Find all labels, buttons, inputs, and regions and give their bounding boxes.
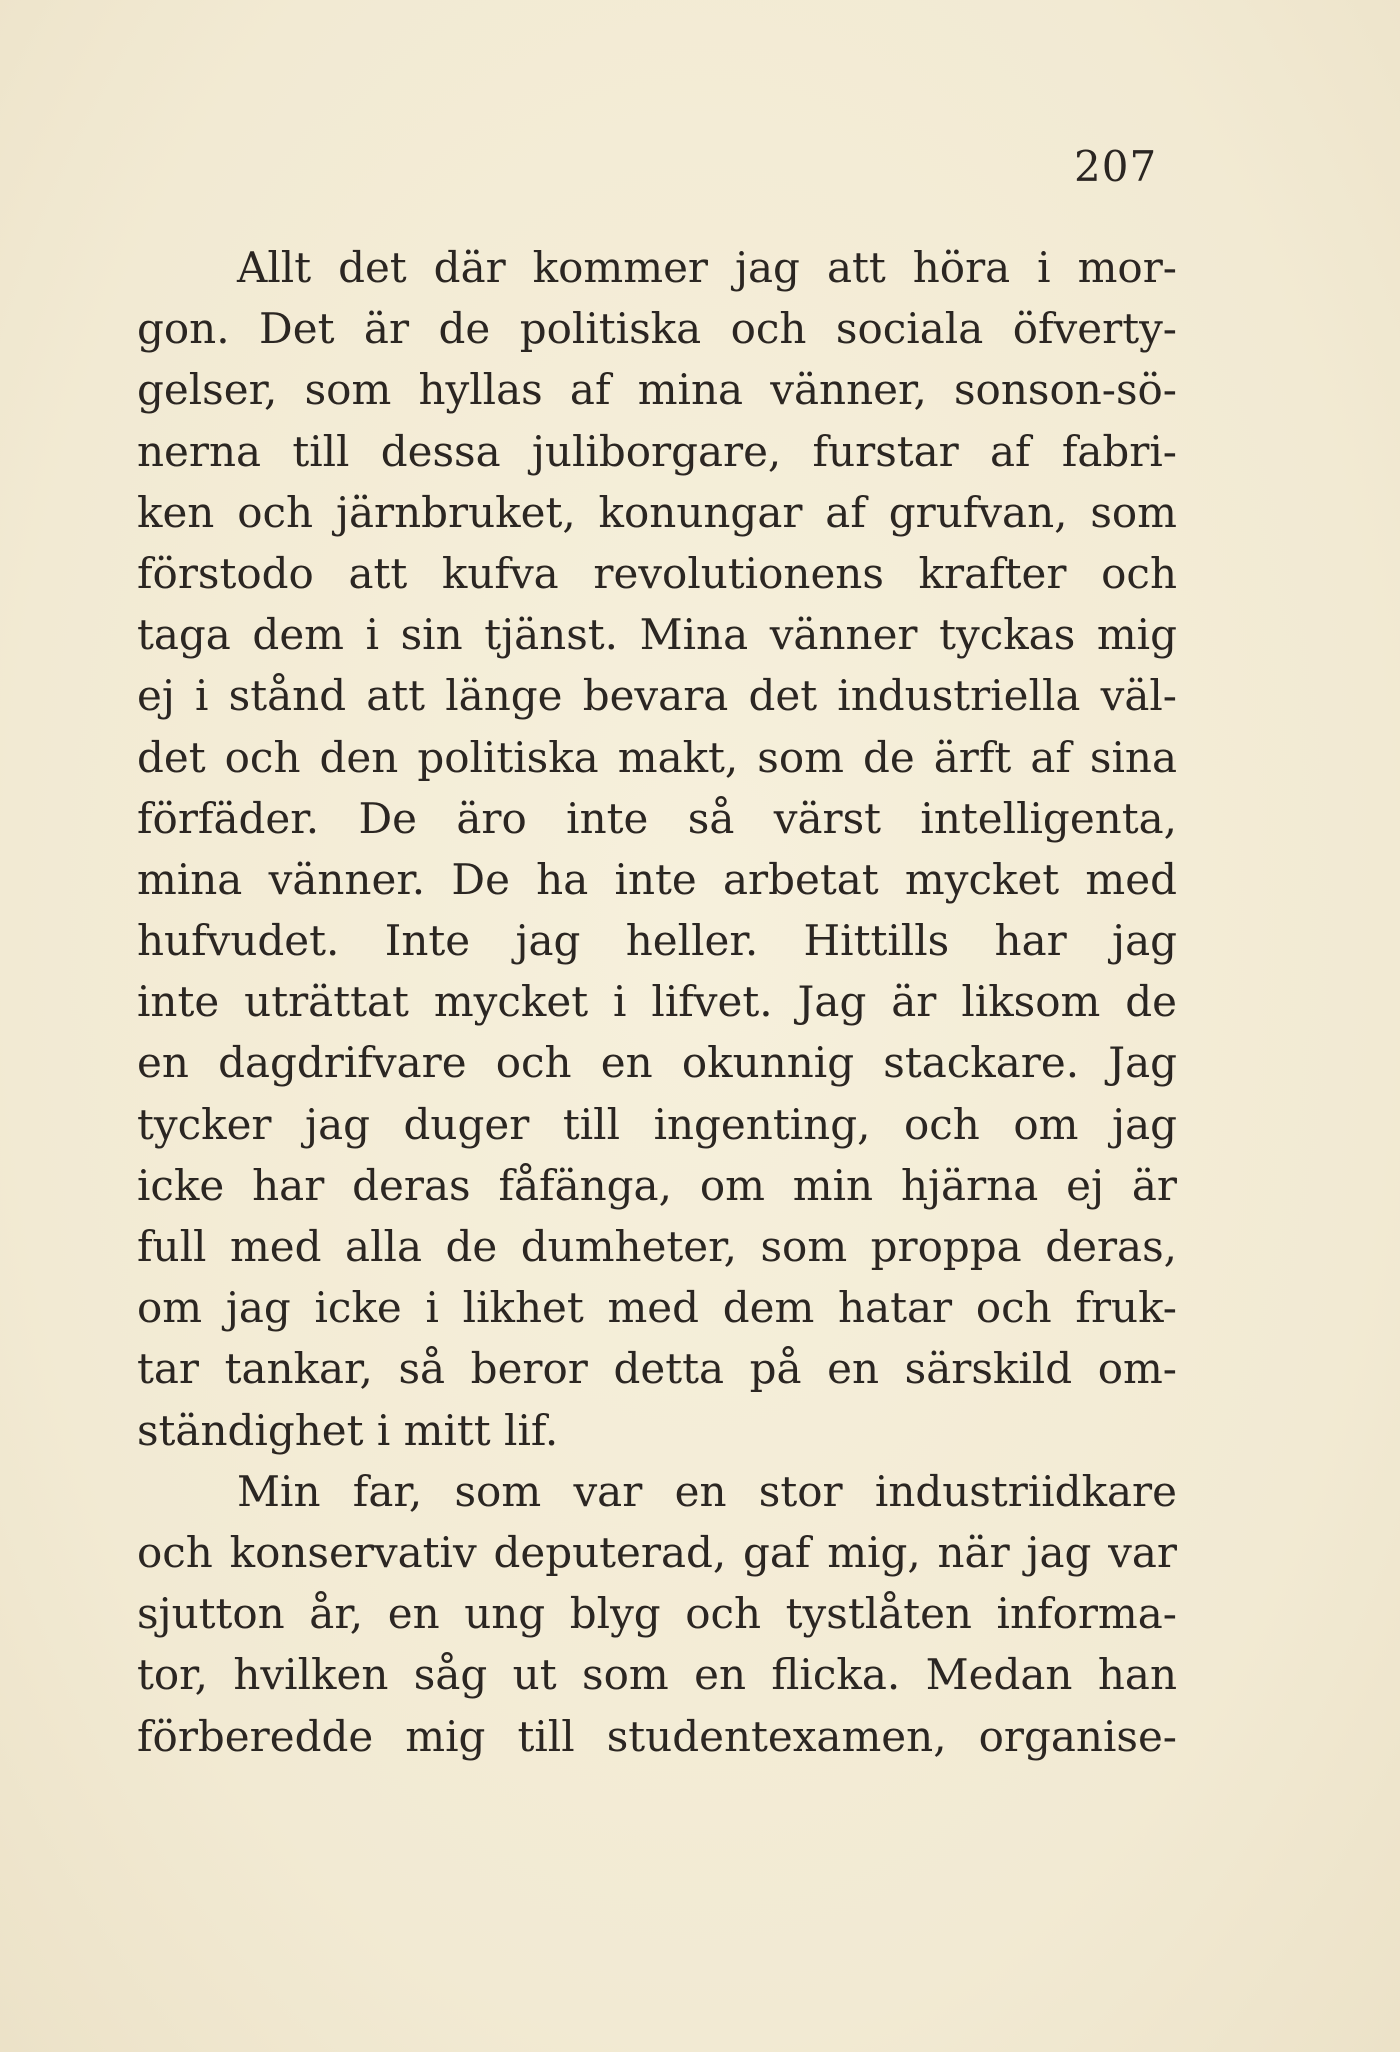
text-line: gelser, som hyllas af mina vänner, sonson-sö- <box>137 365 1177 415</box>
text-line: icke har deras fåfänga, om min hjärna ej är <box>137 1160 1177 1210</box>
text-line: och konservativ deputerad, gaf mig, när jag var <box>137 1527 1177 1577</box>
text-line: Min far, som var en stor industriidkare <box>237 1466 1177 1516</box>
text-line: ständighet i mitt lif. <box>137 1405 559 1455</box>
text-line: ken och järnbruket, konungar af grufvan, som <box>137 487 1177 537</box>
body-text <box>137 237 1177 1767</box>
text-line: inte uträttat mycket i lifvet. Jag är liksom de <box>137 977 1177 1027</box>
text-line: det och den politiska makt, som de ärft af sina <box>137 732 1177 782</box>
text-line: tycker jag duger till ingenting, och om jag <box>137 1099 1177 1149</box>
text-line: Allt det där kommer jag att höra i mor- <box>237 243 1177 292</box>
text-line: tor, hvilken såg ut som en flicka. Medan han <box>137 1650 1177 1700</box>
text-line: nerna till dessa juliborgare, furstar af fabri- <box>137 426 1177 476</box>
text-line: förfäder. De äro inte så värst intelligenta, <box>137 793 1177 843</box>
text-line: en dagdrifvare och en okunnig stackare. Jag <box>137 1038 1177 1088</box>
text-line: ej i stånd att länge bevara det industriella väl- <box>137 671 1177 721</box>
text-line: om jag icke i likhet med dem hatar och fruk- <box>137 1283 1177 1333</box>
text-line: mina vänner. De ha inte arbetat mycket med <box>137 854 1177 904</box>
text-line: taga dem i sin tjänst. Mina vänner tyckas mig <box>137 610 1177 660</box>
text-line: förstodo att kufva revolutionens krafter och <box>137 548 1177 598</box>
text-line: full med alla de dumheter, som proppa deras, <box>137 1222 1177 1271</box>
text-line: förberedde mig till studentexamen, organise- <box>137 1711 1177 1761</box>
text-line: sjutton år, en ung blyg och tystlåten informa- <box>137 1589 1177 1639</box>
text-line: tar tankar, så beror detta på en särskild om- <box>137 1344 1177 1394</box>
page-number: 207 <box>1074 142 1158 191</box>
text-line: hufvudet. Inte jag heller. Hittills har jag <box>137 916 1177 966</box>
text-line: gon. Det är de politiska och sociala öfverty- <box>137 304 1177 354</box>
